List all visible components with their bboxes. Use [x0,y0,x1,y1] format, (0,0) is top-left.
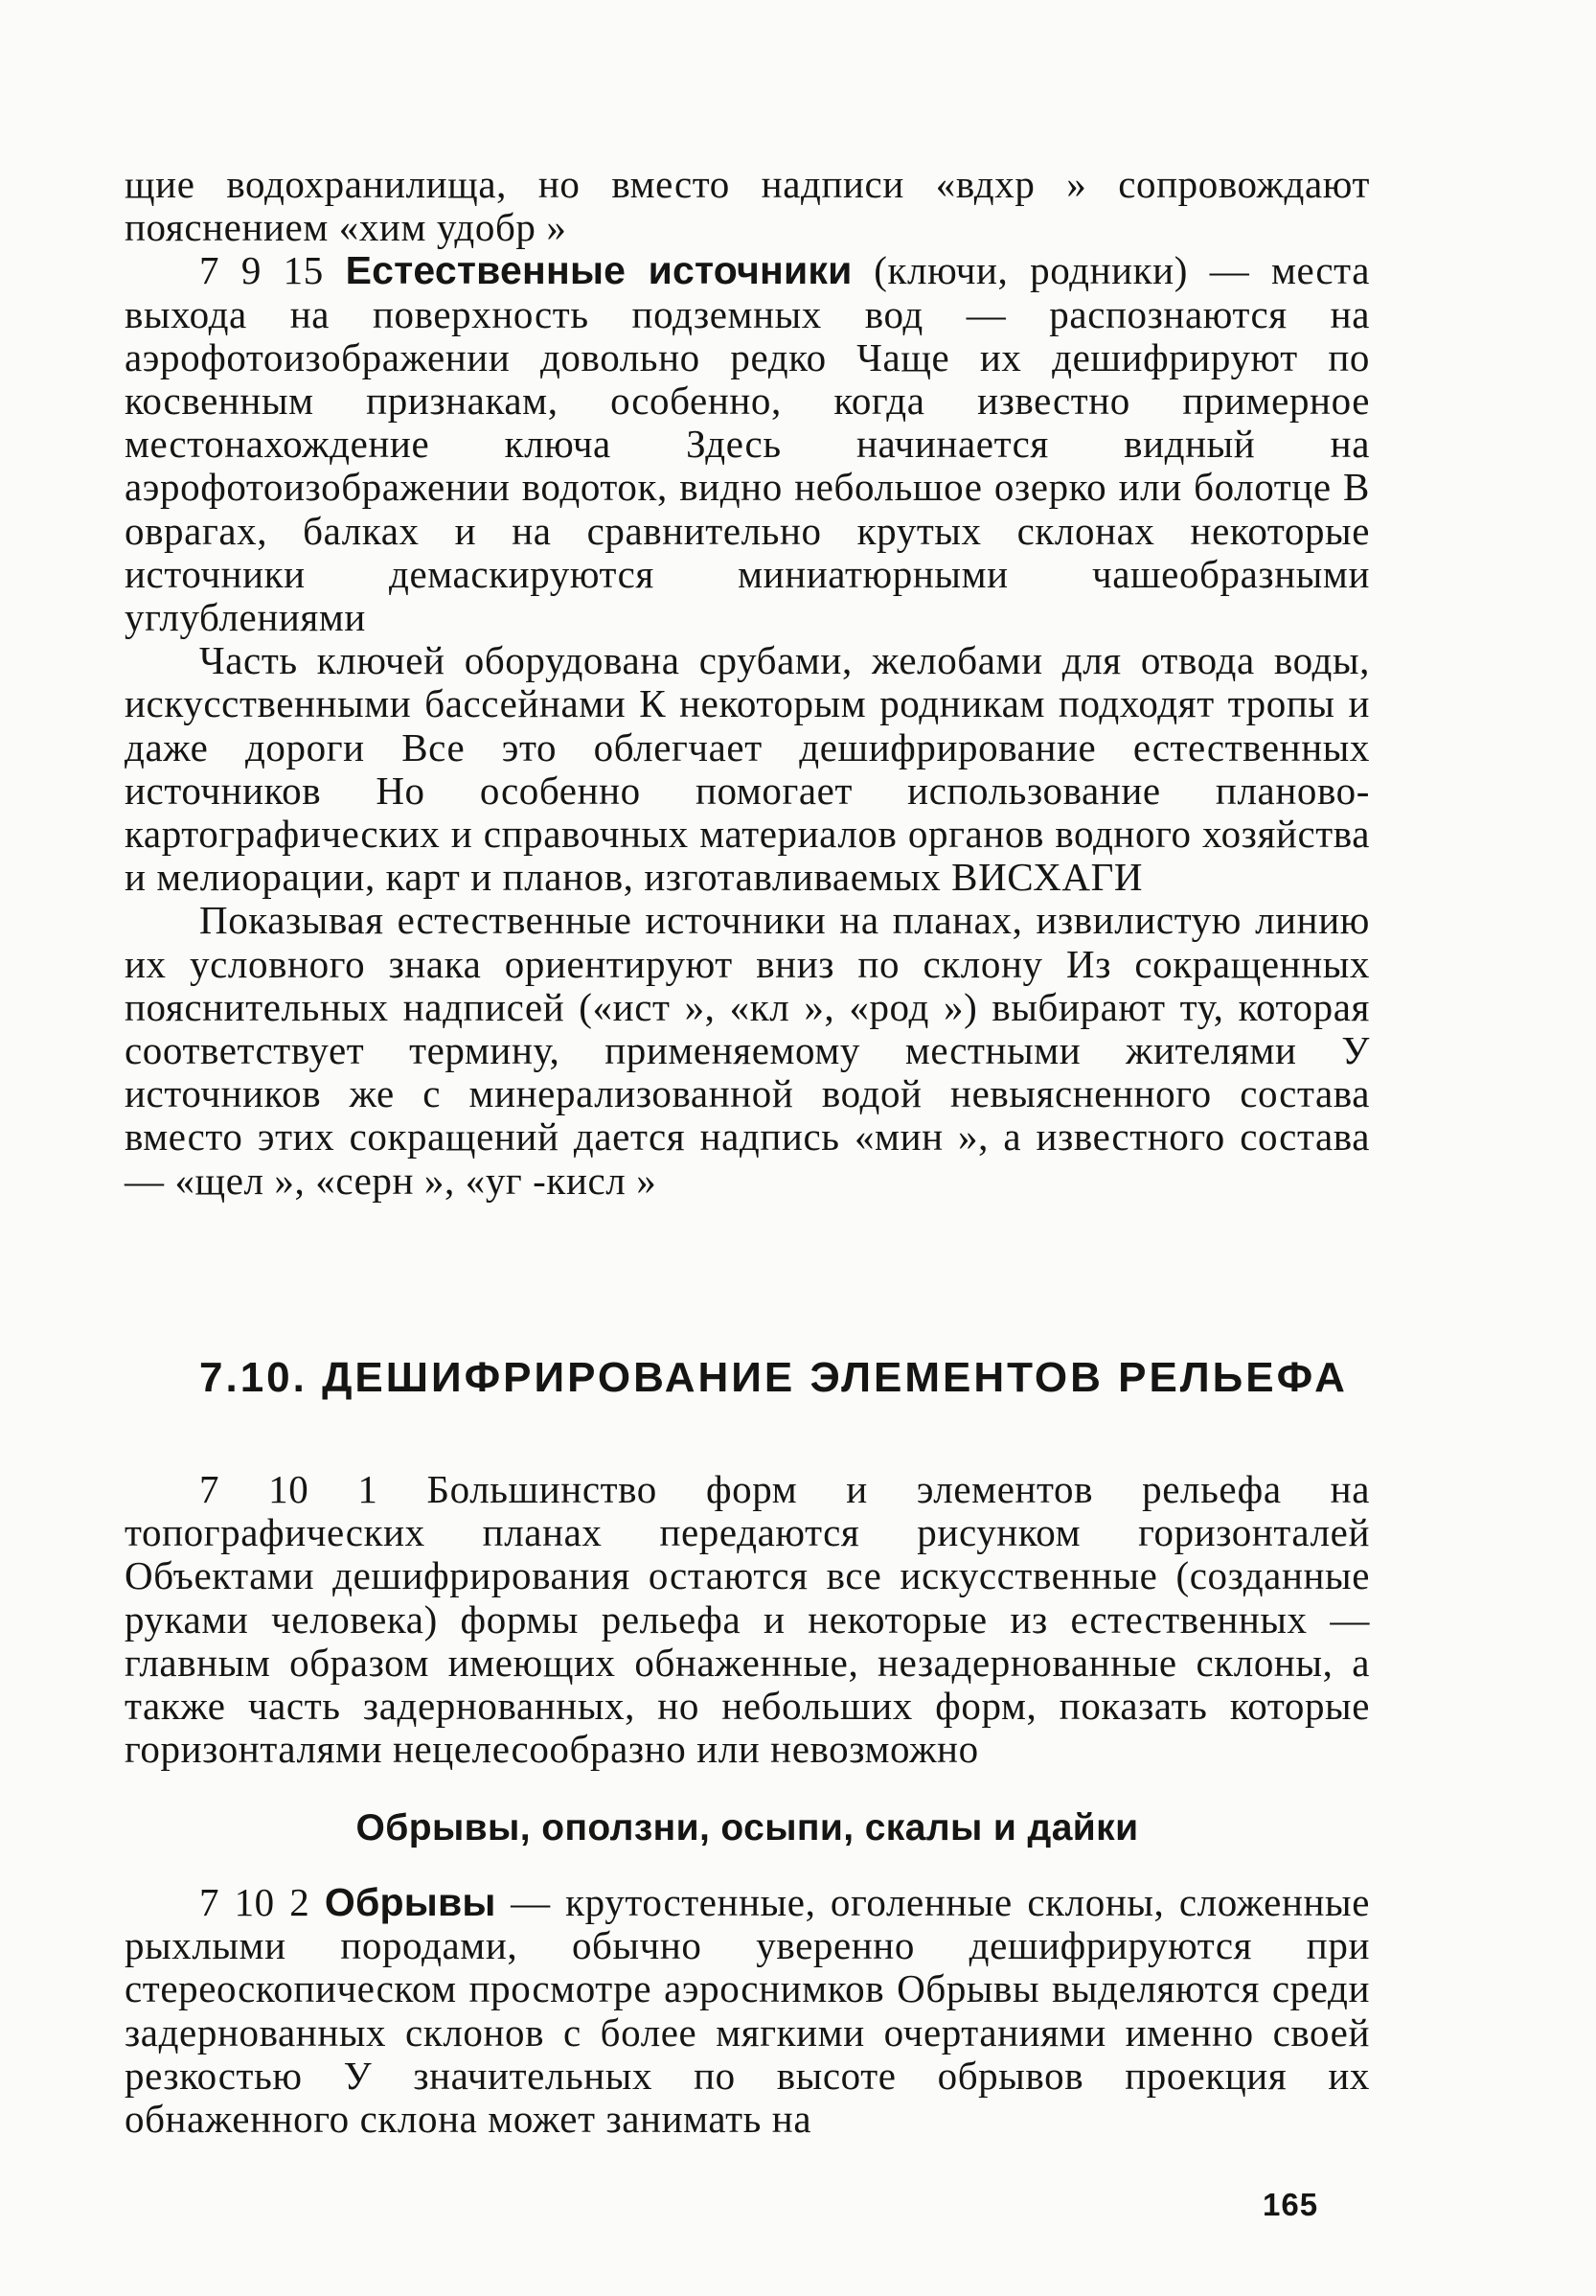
paragraph-reservoirs-continuation [125,163,1370,249]
paragraph-number: 7 9 15 [199,248,324,293]
paragraph-7-10-2 [125,1881,1370,2141]
paragraph-text: — крутостенные, оголенные склоны, сложенные рыхлыми породами, обычно уверенно дешифрируются при стереоскопическом просмотре аэроснимков Обрывы выделяются среди задернованных склонов с более мягкими очертаниями именно своей резкостью У значительных по высоте обрывов проекция их обнаженного склона может занимать на [125,1880,1370,2142]
paragraph-text: щие водохранилища, но вместо надписи «вдхр » сопровождают пояснением «хим удобр » [125,162,1370,250]
paragraph-7-9-15 [125,249,1370,639]
paragraph-text: Показывая естественные источники на планах, извилистую линию их условного знака ориентируют вниз по склону Из сокращенных пояснительных надписей («ист », «кл », «род ») выбирают ту, которая соответствует термину, применяемому местными жителями У источников же с минерализованной водой невыясненного состава вместо этих сокращений дается надпись «мин », а известного состава — «щел », «серн », «уг -кисл » [125,898,1370,1203]
paragraph-term: Обрывы [324,1880,496,1924]
paragraph-text: (ключи, родники) — места выхода на поверхность подземных вод — распознаются на аэрофотоизображении довольно редко Чаще их дешифрируют по косвенным признакам, особенно, когда известно примерное местонахождение ключа Здесь начинается видный на аэрофотоизображении водоток, видно небольшое озерко или болотце В оврагах, балках и на сравнительно крутых склонах некоторые источники демаскируются миниатюрными чашеобразными углублениями [125,248,1370,640]
text-block-section-intro [125,1468,1370,1771]
paragraph-7-10-1 [125,1468,1370,1771]
section-heading: 7.10. ДЕШИФРИРОВАНИЕ ЭЛЕМЕНТОВ РЕЛЬЕФА [199,1354,1348,1401]
paragraph-term: Естественные источники [345,248,853,293]
text-block-upper [125,163,1370,1203]
paragraph-text: 7 10 1 Большинство форм и элементов рельефа на топографических планах передаются рисунком горизонталей Объектами дешифрирования остаются все искусственные (созданные руками человека) формы рельефа и некоторые из естественных — главным образом имеющих обнаженные, незадернованные склоны, а также часть задернованных, но небольших форм, показать которые горизонталями нецелесообразно или невозможно [125,1467,1370,1772]
paragraph-text: Часть ключей оборудована срубами, желобами для отвода воды, искусственными бассейнами К некоторым родникам подходят тропы и даже дороги Все это облегчает дешифрирование естественных источников Но особенно помогает использование планово-картографических и справочных материалов органов водного хозяйства и мелиорации, карт и планов, изготавливаемых ВИСХАГИ [125,638,1370,900]
paragraph-springs-equipment [125,639,1370,899]
subsection-heading: Обрывы, оползни, осыпи, скалы и дайки [355,1807,1139,1848]
paragraph-number: 7 10 2 [199,1880,310,1924]
paragraph-springs-mapping [125,899,1370,1202]
page-number: 165 [1263,2187,1319,2222]
text-block-lower [125,1881,1370,2141]
